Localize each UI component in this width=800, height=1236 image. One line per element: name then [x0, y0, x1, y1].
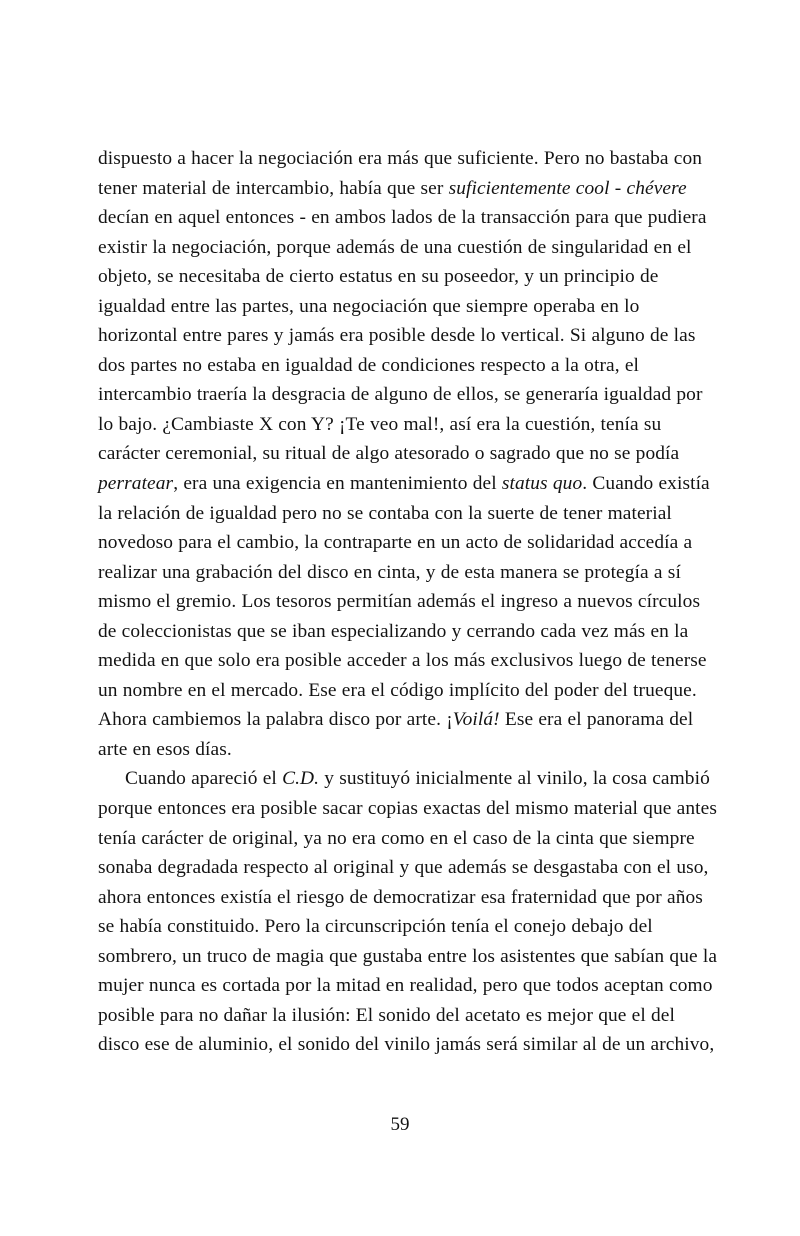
page-body-text [98, 144, 720, 1060]
text-run: y sustituyó inicialmente al vinilo, la cosa cambió porque entonces era posible sacar copias exactas del mismo material que antes tenía carácter de original, ya no era como en el caso de la cinta que siempre sonaba degradada respecto al original y que además se desgastaba con el uso, ahora entonces existía el riesgo de democratizar esa fraternidad que por años se había constituido. Pero la circunscripción tenía el conejo debajo del sombrero, un truco de magia que gustaba entre los asistentes que sabían que la mujer nunca es cortada por la mitad en realidad, pero que todos aceptan como posible para no dañar la ilusión: El sonido del acetato es mejor que el del disco ese de aluminio, el sonido del vinilo jamás será similar al de un archivo, [98, 768, 718, 1056]
text-run: Ese era el panorama del arte en esos días. [98, 709, 694, 760]
text-run: , era una exigencia en mantenimiento del [173, 473, 502, 495]
italic-phrase: C.D. [282, 768, 320, 790]
italic-phrase: status quo [501, 473, 583, 495]
paragraph [98, 144, 720, 764]
text-run: decían en aquel entonces - en ambos lados de la transacción para que pudiera existir la negociación, porque además de una cuestión de singularidad en el objeto, se necesitaba de cierto estatus en su poseedor, y un principio de igualdad entre las partes, una negociación que siempre operaba en lo horizontal entre pares y jamás era posible desde lo vertical. Si alguno de las dos partes no estaba en igualdad de condiciones respecto a la otra, el intercambio traería la desgracia de alguno de ellos, se generaría igualdad por lo bajo. ¿Cambiaste X con Y? ¡Te veo mal!, así era la cuestión, tenía su carácter ceremonial, su ritual de algo atesorado o sagrado que no se podía [98, 207, 707, 465]
italic-phrase: suficientemente cool [448, 177, 610, 199]
page-number: 59 [390, 1114, 410, 1135]
text-run: . Cuando existía la relación de igualdad pero no se contaba con la suerte de tener material novedoso para el cambio, la contraparte en un acto de solidaridad accedía a realizar una grabación del disco en cinta, y de esta manera se protegía a sí mismo el gremio. Los tesoros permitían además el ingreso a nuevos círculos de coleccionistas que se iban especializando y cerrando cada vez más en la medida en que solo era posible acceder a los más exclusivos luego de tenerse un nombre en el mercado. Ese era el código implícito del poder del trueque. Ahora cambiemos la palabra disco por arte. ¡ [98, 473, 710, 731]
text-run: - [609, 177, 627, 199]
italic-phrase: chévere [626, 177, 687, 199]
paragraph [98, 764, 720, 1059]
italic-phrase: Voilá! [452, 709, 500, 731]
text-run: dispuesto a hacer la negociación era más que suficiente. Pero no bastaba con tener material de intercambio, había que ser [98, 148, 703, 199]
italic-phrase: perratear [98, 473, 174, 495]
text-run: Cuando apareció el [125, 768, 283, 790]
